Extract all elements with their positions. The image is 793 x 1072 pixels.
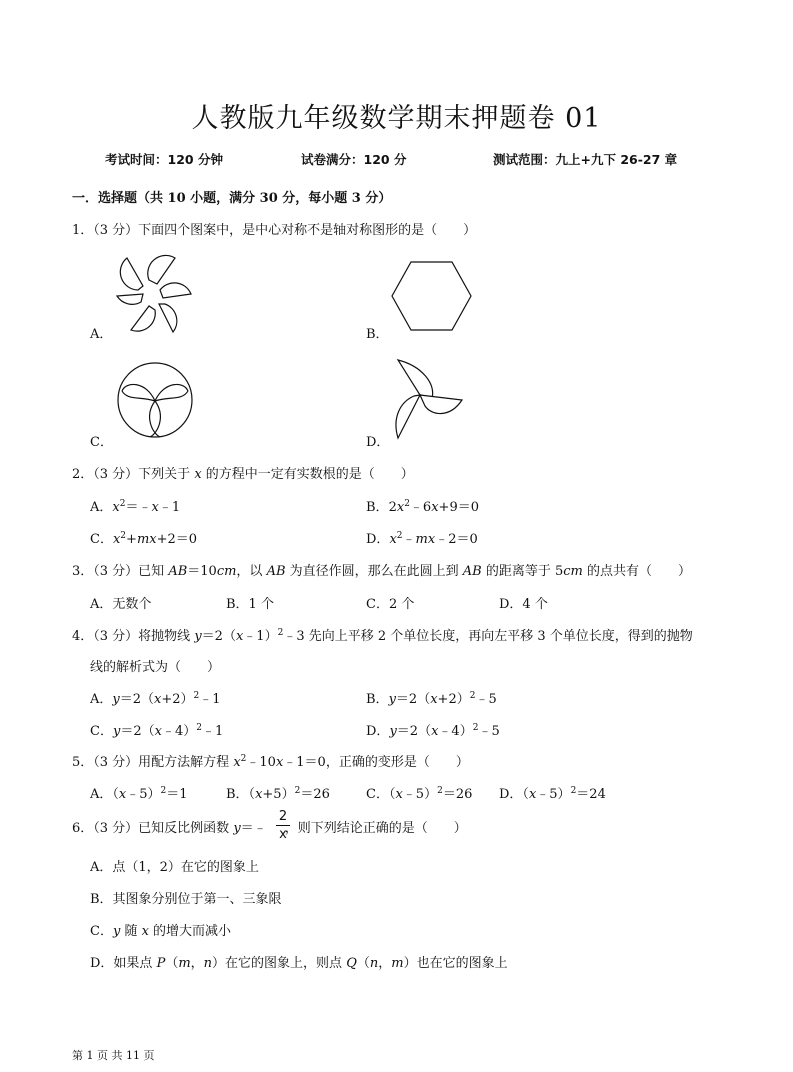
- pinwheel-blade-3: [396, 395, 420, 438]
- question-3-stem: 3．（3 分）已知 AB＝10cm，以 AB 为直径作圆，那么在此圆上到 AB 的距离等于 5cm 的点共有（ ）: [72, 564, 692, 579]
- fraction-numerator: 2: [278, 809, 288, 824]
- q4-option-b: B．$y=2(x+2)^2﹣5$: [366, 691, 497, 707]
- q5-option-a: A．（x﹣5）$^2$＝1: [90, 786, 188, 802]
- exam-scope: 测试范围：九上+九下 26-27 章: [493, 152, 678, 167]
- question-4-stem: 4．（3 分）将抛物线 y＝2（x﹣1）$^2$﹣3 先向上平移 2 个单位长度，再向左平移 3 个单位长度，得到的抛物: [72, 628, 693, 644]
- exam-time: 考试时间：120 分钟: [105, 152, 223, 167]
- pinwheel-blade-2: [420, 395, 462, 414]
- q3-option-d: D．4 个: [499, 597, 548, 612]
- q6-fraction: [276, 809, 290, 842]
- exam-score: 试卷满分：120 分: [301, 152, 407, 167]
- question-4-stem-line2: 线的解析式为（ ）: [90, 660, 221, 675]
- pinwheel-blade-1: [398, 360, 433, 398]
- fraction-bar: [276, 825, 290, 826]
- section-heading: 一．选择题（共 10 小题，满分 30 分，每小题 3 分）: [72, 191, 392, 206]
- q1-option-d-figure: [392, 358, 464, 440]
- q5-option-c: C．（x﹣5）$^2$＝26: [366, 786, 473, 802]
- fan-blade-4: [159, 304, 177, 332]
- fan-blade-6: [117, 294, 143, 304]
- q6-option-c: C．y 随 x 的增大而减小: [90, 924, 232, 939]
- q2-option-a: A．$x^2=﹣x﹣1$: [90, 499, 181, 515]
- q4-option-d: D．y＝2（x﹣4）$^2$﹣5: [366, 723, 500, 739]
- question-5-stem: 5．（3 分）用配方法解方程 $x^2﹣10x﹣1=0$，正确的变形是（ ）: [72, 754, 469, 770]
- fraction-denominator: x: [279, 827, 287, 842]
- fan-blade-2: [148, 255, 175, 284]
- q2-option-b: B．$2x^2﹣6x+9=0$: [366, 499, 479, 515]
- q3-option-b: B．1 个: [226, 597, 274, 612]
- q1-option-b-label: B．: [366, 327, 389, 342]
- q3-option-a: A．无数个: [90, 597, 152, 612]
- q6-option-a: A．点（1，2）在它的图象上: [90, 860, 259, 875]
- page-title: 人教版九年级数学期末押题卷 01: [191, 103, 602, 134]
- hexagon-shape: [392, 262, 471, 330]
- q6-option-d: D．如果点 P（m，n）在它的图象上，则点 Q（n，m）也在它的图象上: [90, 956, 508, 971]
- page-footer: 第 1 页 共 11 页: [72, 1049, 155, 1062]
- fan-blade-1: [120, 258, 143, 290]
- question-2-stem: 2．（3 分）下列关于 x 的方程中一定有实数根的是（ ）: [72, 467, 414, 482]
- q2-option-c: C．$x^2+mx+2=0$: [90, 531, 198, 547]
- q1-option-c-label: C．: [90, 435, 113, 450]
- fan-blade-3: [160, 283, 191, 298]
- q1-option-a-figure: [113, 254, 195, 334]
- q4-option-c: C．y＝2（x﹣4）$^2$﹣1: [90, 723, 224, 739]
- q1-option-a-label: A．: [90, 327, 113, 342]
- q5-option-b: B．$(x+5)^2=26$: [226, 786, 330, 802]
- q6-option-b: B．其图象分别位于第一、三象限: [90, 892, 282, 907]
- q4-option-a: A．$y=2(x+2)^2﹣1$: [90, 691, 221, 707]
- q1-option-d-label: D．: [366, 435, 390, 450]
- question-1-stem: 1．（3 分）下面四个图案中，是中心对称不是轴对称图形的是（ ）: [72, 223, 477, 238]
- fan-blade-5: [131, 306, 155, 331]
- q2-option-d: D．$x^2﹣mx﹣2=0$: [366, 531, 478, 547]
- q1-option-c-figure: [116, 361, 194, 439]
- q5-option-d: D．（x﹣5）$^2$＝24: [499, 786, 606, 802]
- q1-option-b-figure: [391, 261, 473, 331]
- question-6-stem: 6．（3 分）已知反比例函数 y＝﹣ ，则下列结论正确的是（ ）: [72, 821, 467, 836]
- q3-option-c: C．2 个: [366, 597, 415, 612]
